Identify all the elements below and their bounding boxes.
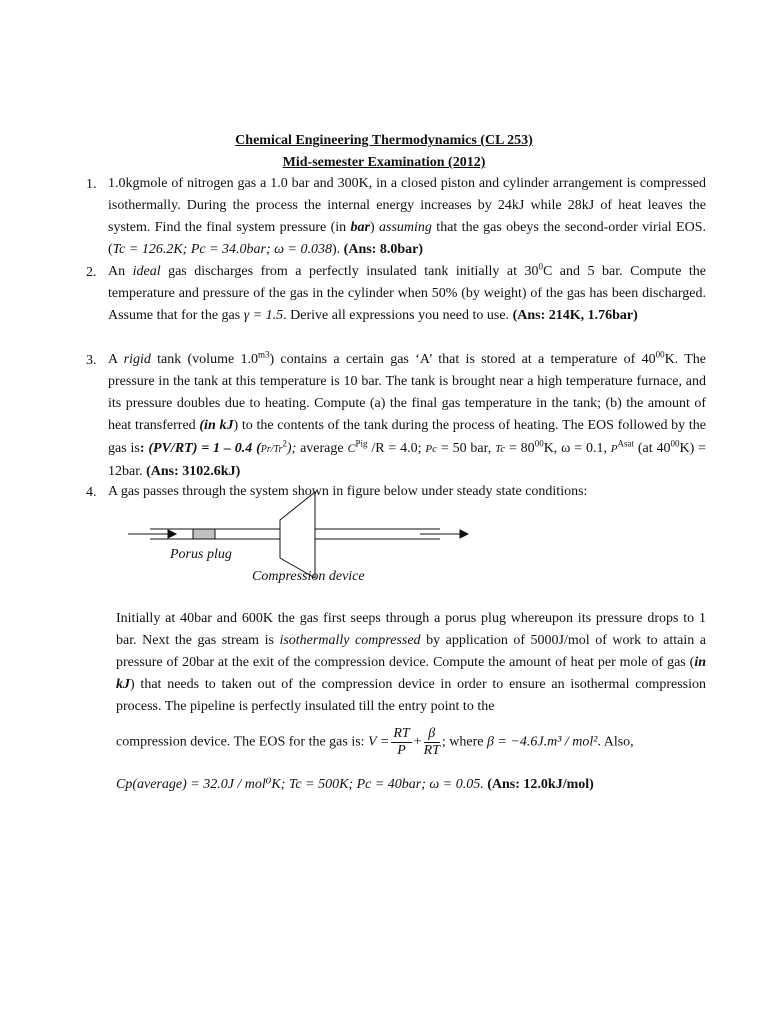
q2-number: 2. bbox=[86, 265, 97, 280]
q2-answer: (Ans: 214K, 1.76bar) bbox=[512, 308, 638, 323]
q1-answer: (Ans: 8.0bar) bbox=[343, 242, 424, 257]
question-2: An ideal gas discharges from a perfectly insulated tank initially at $30^0C$ and 5 bar. Compute the temperature and pressure of the gas in the cylinder when 50% (by weight) of the gas has been discharged. Assume that for the gas γ = 1.5. Derive all expressions you need to use. (Ans: 214K, 1.76bar) bbox=[108, 261, 706, 323]
q3-answer: (Ans: 3102.6kJ) bbox=[146, 464, 241, 479]
question-3: A rigid tank (volume $1.0^{m3}$) contains a certain gas ‘A’ that is stored at a temperature of $40^{00}K$. The pressure in the tank at this temperature is 10 bar. The tank is brought near a high temperature furnace, and its pressure doubles due to heating. Compute (a) the final gas temperature in the tank; (b) the amount of heat transferred (in kJ) to the contents of the tank during the process of heating. The EOS followed by the gas is: (PV/RT) = 1 – 0.4 (Pr/Tr$^2$); average $C^{Pig}$ /R = 4.0; Pc = 50 bar, $Tc = 80^{00}K$, ω = 0.1, $P^{Asat}$ (at $40^{00}K) = 12bar$. (Ans: 3102.6kJ) bbox=[108, 349, 707, 479]
compression-device bbox=[280, 492, 315, 578]
question-4-body: Initially at 40bar and 600K the gas first seeps through a porus plug whereupon its pressure drops to 1 bar. Next the gas stream is isothermally compressed by application of 5000J/mol of work to attain a pressure of 20bar at the exit of the compression device. Compute the amount of heat per mole of gas (in kJ) that needs to taken out of the compression device in order to ensure an isothermal compression process. The pipeline is perfectly insulated till the entry point to the bbox=[116, 611, 706, 714]
inlet-arrow-head bbox=[168, 530, 176, 538]
fraction-beta-rt: $\frac{\beta}{RT}$ bbox=[423, 726, 440, 758]
q1-number: 1. bbox=[86, 177, 97, 192]
exam-title: Chemical Engineering Thermodynamics (CL 253) bbox=[235, 133, 533, 148]
q4-number: 4. bbox=[86, 485, 97, 500]
cp-line: Cp(average) = 32.0J / mol⁰K; Tc = 500K; Pc = 40bar; ω = 0.05. (Ans: 12.0kJ/mol) bbox=[116, 777, 594, 792]
question-4-intro: A gas passes through the system shown in figure below under steady state conditions: bbox=[108, 484, 588, 499]
fraction-rt-p: $\frac{RT}{P}$ bbox=[393, 726, 410, 758]
compression-device-label: Compression device bbox=[252, 569, 365, 584]
q4-answer: (Ans: 12.0kJ/mol) bbox=[487, 777, 594, 792]
porous-plug bbox=[193, 529, 215, 539]
eos-line: compression device. The EOS for the gas is: V = $\frac{RT}{P}$ + $\frac{\beta}{RT}$ ; where β = −4.6J.m³ / mol². Also, bbox=[116, 726, 634, 758]
outlet-arrow-head bbox=[460, 530, 468, 538]
q3-number: 3. bbox=[86, 353, 97, 368]
exam-subtitle: Mid-semester Examination (2012) bbox=[282, 155, 486, 170]
question-1: 1.0kgmole of nitrogen gas a 1.0 bar and 300K, in a closed piston and cylinder arrangement is compressed isothermally. During the process the internal energy increases by 24kJ while 28kJ of heat leaves the system. Find the final system pressure (in bar) assuming that the gas obeys the second-order virial EOS. (Tc = 126.2K; Pc = 34.0bar; ω = 0.038). (Ans: 8.0bar) bbox=[108, 176, 707, 257]
porous-plug-label: Porus plug bbox=[170, 547, 232, 562]
